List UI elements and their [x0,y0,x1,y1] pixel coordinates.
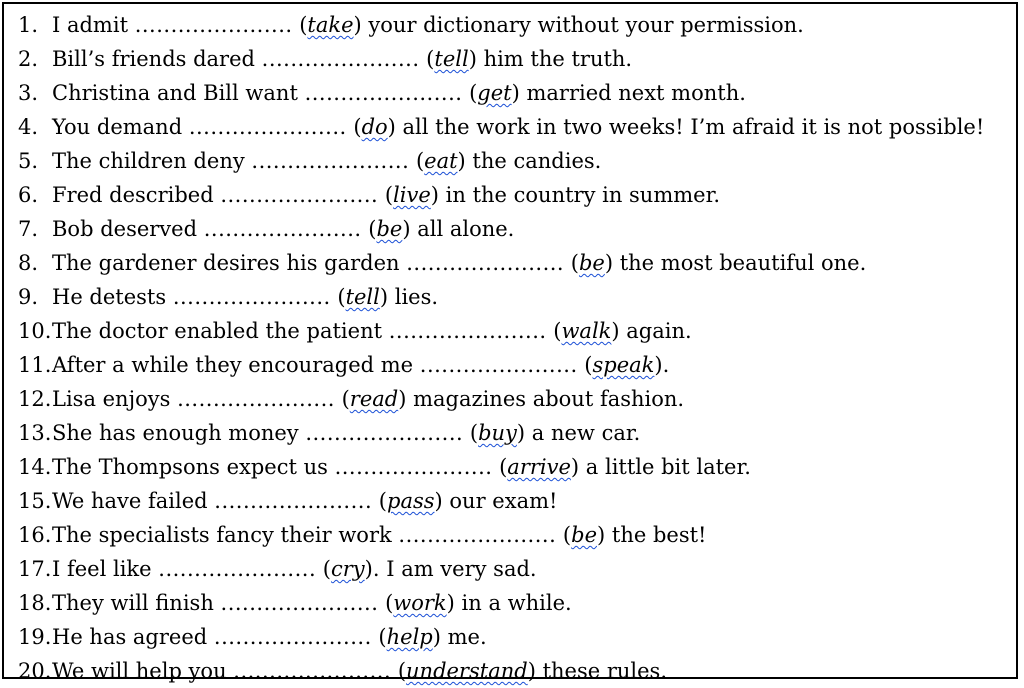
sentence-start: The Thompsons expect us [52,455,335,479]
item-number: 6. [18,183,39,207]
verb-hint: pass [387,489,435,513]
answer-blank: ...................... [172,285,331,309]
sentence-start: I admit [52,13,135,37]
verb-hint: walk [561,319,612,343]
exercise-item: 10.The doctor enabled the patient ...................... (walk) again. [18,314,1016,348]
sentence-end: a new car. [525,421,641,445]
verb-hint: do [361,115,388,139]
exercise-item: 9. He detests ...................... (tell) lies. [18,280,1016,314]
sentence-start: They will finish [52,591,221,615]
sentence-end: our exam! [442,489,558,513]
sentence-start: Bob deserved [52,217,204,241]
exercise-item: 15.We have failed ...................... (pass) our exam! [18,484,1016,518]
sentence-start: I feel like [52,557,159,581]
item-number: 14. [18,455,52,479]
sentence-start: We will help you [52,659,234,683]
exercise-item: 4. You demand ...................... (do) all the work in two weeks! I’m afraid it is not possible! [18,110,1016,144]
exercise-item: 18.They will finish ...................... (work) in a while. [18,586,1016,620]
verb-hint: tell [434,47,469,71]
item-number: 7. [18,217,39,241]
sentence-end: a little bit later. [579,455,751,479]
sentence-start: The doctor enabled the patient [52,319,389,343]
verb-hint: be [578,251,605,275]
exercise-item: 20.We will help you ...................... (understand) these rules. [18,654,1016,688]
sentence-end: again. [619,319,692,343]
sentence-start: He detests [52,285,173,309]
verb-hint: buy [478,421,517,445]
sentence-end: in the country in summer. [438,183,720,207]
sentence-end: these rules. [535,659,667,683]
verb-hint: help [386,625,433,649]
sentence-end: in a while. [454,591,572,615]
answer-blank: ...................... [419,353,578,377]
item-number: 17. [18,557,52,581]
sentence-end: all the work in two weeks! I’m afraid it is not possible! [395,115,985,139]
sentence-end: the best! [605,523,707,547]
verb-hint: cry [331,557,365,581]
answer-blank: ...................... [304,81,463,105]
exercise-list [18,8,1016,688]
sentence-start: Bill’s friends dared [52,47,262,71]
verb-hint: understand [406,659,528,683]
item-number: 13. [18,421,52,445]
exercise-item: 11.After a while they encouraged me ...................... (speak). [18,348,1016,382]
item-number: 2. [18,47,39,71]
answer-blank: ...................... [134,13,293,37]
exercise-item: 6. Fred described ...................... (live) in the country in summer. [18,178,1016,212]
exercise-item: 5. The children deny ...................... (eat) the candies. [18,144,1016,178]
answer-blank: ...................... [220,183,379,207]
sentence-start: She has enough money [52,421,306,445]
verb-hint: take [307,13,354,37]
item-number: 8. [18,251,39,275]
verb-hint: get [477,81,512,105]
answer-blank: ...................... [334,455,493,479]
sentence-start: He has agreed [52,625,214,649]
sentence-end: me. [440,625,487,649]
sentence-start: You demand [52,115,189,139]
item-number: 11. [18,353,52,377]
verb-hint: tell [345,285,380,309]
item-number: 9. [18,285,39,309]
answer-blank: ...................... [261,47,420,71]
sentence-start: The gardener desires his garden [52,251,407,275]
exercise-item: 2. Bill’s friends dared ...................... (tell) him the truth. [18,42,1016,76]
item-number: 3. [18,81,39,105]
answer-blank: ...................... [406,251,565,275]
verb-hint: work [393,591,447,615]
item-number: 10. [18,319,52,343]
sentence-end: magazines about fashion. [406,387,685,411]
item-number: 20. [18,659,52,683]
verb-hint: speak [592,353,655,377]
item-number: 12. [18,387,52,411]
answer-blank: ...................... [158,557,317,581]
exercise-item: 13.She has enough money ...................... (buy) a new car. [18,416,1016,450]
exercise-box [2,2,1018,683]
exercise-item: 17.I feel like ...................... (cry). I am very sad. [18,552,1016,586]
item-number: 16. [18,523,52,547]
sentence-start: Christina and Bill want [52,81,305,105]
verb-hint: read [349,387,399,411]
sentence-start: Lisa enjoys [52,387,178,411]
answer-blank: ...................... [214,489,373,513]
answer-blank: ...................... [213,625,372,649]
exercise-item: 1. I admit ...................... (take) your dictionary without your permission. [18,8,1016,42]
answer-blank: ...................... [188,115,347,139]
exercise-item: 7. Bob deserved ...................... (be) all alone. [18,212,1016,246]
exercise-item: 3. Christina and Bill want ...................... (get) married next month. [18,76,1016,110]
answer-blank: ...................... [251,149,410,173]
verb-hint: eat [424,149,458,173]
answer-blank: ...................... [233,659,392,683]
sentence-end: . [662,353,670,377]
item-number: 18. [18,591,52,615]
answer-blank: ...................... [388,319,547,343]
exercise-item: 14.The Thompsons expect us ...................... (arrive) a little bit later. [18,450,1016,484]
item-number: 5. [18,149,39,173]
answer-blank: ...................... [220,591,379,615]
sentence-end: lies. [388,285,439,309]
verb-hint: be [376,217,403,241]
exercise-item: 12.Lisa enjoys ...................... (read) magazines about fashion. [18,382,1016,416]
sentence-start: After a while they encouraged me [52,353,420,377]
sentence-end: married next month. [519,81,746,105]
exercise-item: 8. The gardener desires his garden ...................... (be) the most beautiful one. [18,246,1016,280]
sentence-start: The specialists fancy their work [52,523,399,547]
item-number: 1. [18,13,39,37]
item-number: 15. [18,489,52,513]
sentence-end: the candies. [465,149,602,173]
sentence-end: him the truth. [476,47,633,71]
item-number: 19. [18,625,52,649]
sentence-start: Fred described [52,183,221,207]
sentence-end: the most beautiful one. [613,251,867,275]
sentence-end: . I am very sad. [372,557,537,581]
sentence-end: all alone. [410,217,515,241]
exercise-item: 16.The specialists fancy their work ...................... (be) the best! [18,518,1016,552]
verb-hint: be [571,523,597,547]
answer-blank: ...................... [203,217,362,241]
verb-hint: live [393,183,431,207]
verb-hint: arrive [507,455,571,479]
item-number: 4. [18,115,39,139]
answer-blank: ...................... [305,421,464,445]
sentence-start: We have failed [52,489,215,513]
exercise-item: 19.He has agreed ...................... (help) me. [18,620,1016,654]
sentence-end: your dictionary without your permission. [361,13,804,37]
sentence-start: The children deny [52,149,252,173]
answer-blank: ...................... [177,387,335,411]
answer-blank: ...................... [398,523,557,547]
